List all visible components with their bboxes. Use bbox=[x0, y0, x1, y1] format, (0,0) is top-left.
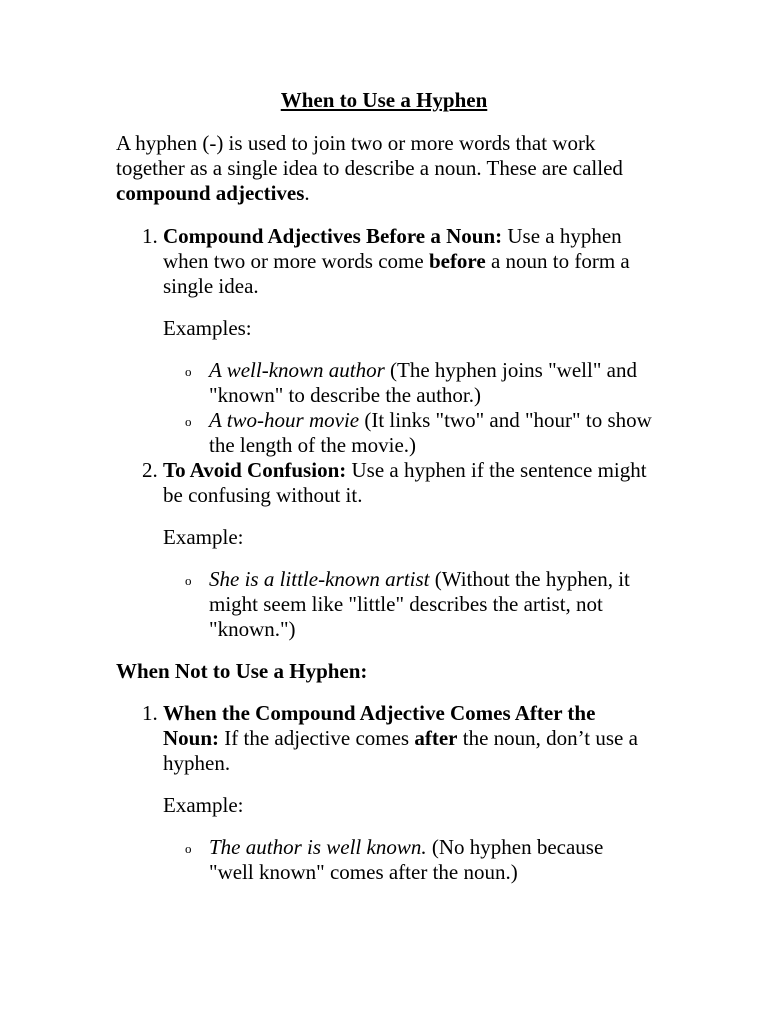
rule-heading: To Avoid Confusion: bbox=[163, 458, 347, 482]
bullet-icon: o bbox=[185, 414, 192, 429]
example-note: (It links "two" and "hour" to show the length of the movie.) bbox=[209, 408, 652, 457]
when-to-use-list bbox=[116, 224, 652, 642]
example-note: (Without the hyphen, it might seem like "little" describes the artist, not "known.") bbox=[209, 567, 630, 641]
rule-body-bold: after bbox=[414, 726, 458, 750]
rule-body-end: a noun to form a single idea. bbox=[163, 249, 630, 298]
rule-body: Use a hyphen if the sentence might be confusing without it. bbox=[163, 458, 647, 507]
example-list bbox=[163, 358, 652, 458]
bullet-icon: o bbox=[185, 573, 192, 588]
rule-body: If the adjective comes bbox=[219, 726, 415, 750]
example-list bbox=[163, 567, 652, 642]
rule-text bbox=[163, 458, 652, 508]
intro-text-end: . bbox=[304, 181, 310, 205]
example-italic: A well-known author bbox=[209, 358, 385, 382]
rule-body-bold: before bbox=[428, 249, 486, 273]
example-note: (No hyphen because "well known" comes after the noun.) bbox=[209, 835, 604, 884]
example-list bbox=[163, 835, 652, 885]
example-item bbox=[185, 835, 652, 885]
bullet-icon: o bbox=[185, 364, 192, 379]
rule-body-end: the noun, don’t use a hyphen. bbox=[163, 726, 638, 775]
rule-heading: Compound Adjectives Before a Noun: bbox=[163, 224, 503, 248]
rule-text bbox=[163, 224, 652, 299]
intro-bold-term: compound adjectives bbox=[116, 181, 305, 205]
rule-item-1 bbox=[163, 224, 652, 458]
rule-text bbox=[163, 701, 652, 776]
example-item bbox=[185, 408, 652, 458]
section-heading: When Not to Use a Hyphen: bbox=[116, 659, 368, 683]
example-italic: The author is well known. bbox=[209, 835, 427, 859]
rule-item-2 bbox=[163, 458, 652, 642]
examples-label: Example: bbox=[163, 525, 244, 549]
when-not-to-use-list bbox=[116, 701, 652, 885]
intro-paragraph bbox=[116, 131, 652, 206]
example-item bbox=[185, 567, 652, 642]
examples-label: Examples: bbox=[163, 316, 252, 340]
rule-item-1 bbox=[163, 701, 652, 885]
bullet-icon: o bbox=[185, 841, 192, 856]
rule-heading: When the Compound Adjective Comes After the Noun: bbox=[163, 701, 596, 750]
example-italic: A two-hour movie bbox=[209, 408, 360, 432]
intro-text: A hyphen (-) is used to join two or more words that work together as a single idea to describe a noun. These are called bbox=[116, 131, 623, 180]
page-title: When to Use a Hyphen bbox=[280, 88, 488, 112]
examples-label: Example: bbox=[163, 793, 244, 817]
example-item bbox=[185, 358, 652, 408]
rule-body: Use a hyphen when two or more words come bbox=[163, 224, 622, 273]
example-note: (The hyphen joins "well" and "known" to describe the author.) bbox=[209, 358, 637, 407]
example-italic: She is a little-known artist bbox=[209, 567, 430, 591]
